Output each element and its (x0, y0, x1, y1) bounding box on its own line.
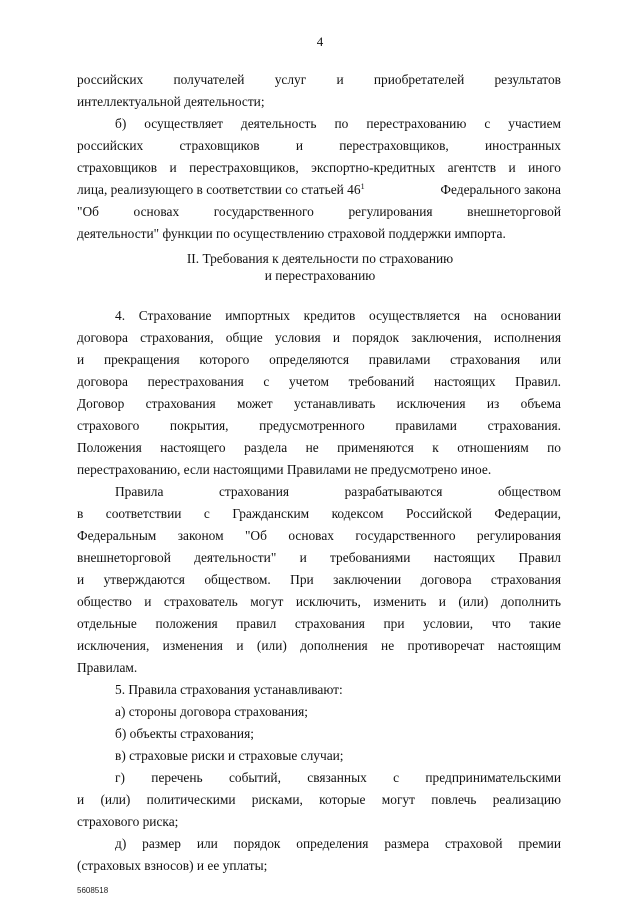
footnote-mark: 1 (360, 182, 365, 191)
text-line: общество и страхователь могут исключить, изменить и (или) дополнить (77, 594, 561, 609)
text-line: интеллектуальной деятельности; (77, 94, 265, 109)
text-line: исключения, изменения и (или) дополнения не противоречат настоящим (77, 638, 561, 653)
text-line: Положения настоящего раздела не применяются к отношениям по (77, 440, 561, 455)
text-fragment: Федерального закона (440, 182, 561, 197)
text-line: 4. Страхование импортных кредитов осуществляется на основании (115, 308, 561, 323)
text-line: деятельности" функции по осуществлению страховой поддержки импорта. (77, 226, 506, 241)
text-line: Договор страхования может устанавливать исключения из объема (77, 396, 561, 411)
text-fragment: лица, реализующего в соответствии со статьей 46 (77, 182, 361, 197)
text-line: договора страхования, общие условия и порядок заключения, исполнения (77, 330, 561, 345)
text-line: и прекращения которого определяются правилами страхования или (77, 352, 561, 367)
text-line: Правилам. (77, 660, 138, 675)
text-line: российских страховщиков и перестраховщиков, иностранных (77, 138, 561, 153)
text-line: Федеральным законом "Об основах государственного регулирования (77, 528, 561, 543)
text-line-with-footnote (77, 181, 561, 198)
page-number: 4 (316, 34, 324, 49)
text-line: и (или) политическими рисками, которые могут повлечь реализацию (77, 792, 561, 807)
list-item: г) перечень событий, связанных с предпринимательскими (115, 770, 561, 785)
text-line: б) осуществляет деятельность по перестрахованию с участием (115, 116, 561, 131)
text-line: отдельные положения правил страхования при условии, что такие (77, 616, 561, 631)
section-heading: и перестрахованию (264, 268, 376, 283)
list-item: б) объекты страхования; (115, 726, 254, 741)
text-line: страхового покрытия, предусмотренного правилами страхования. (77, 418, 561, 433)
text-line: страховщиков и перестраховщиков, экспортно-кредитных агентств и иного (77, 160, 561, 175)
list-item: а) стороны договора страхования; (115, 704, 309, 719)
text-line: и утверждаются обществом. При заключении договора страхования (77, 572, 561, 587)
text-line: перестрахованию, если настоящими Правилами не предусмотрено иное. (77, 462, 492, 477)
text-line: 5. Правила страхования устанавливают: (115, 682, 343, 697)
text-line: внешнеторговой деятельности" и требованиями настоящих Правил (77, 550, 561, 565)
text-line: страхового риска; (77, 814, 179, 829)
text-line: "Об основах государственного регулирования внешнеторговой (77, 204, 561, 219)
text-line: в соответствии с Гражданским кодексом Российской Федерации, (77, 506, 561, 521)
list-item: д) размер или порядок определения размера страховой премии (115, 836, 561, 851)
document-code: 5608518 (77, 886, 109, 895)
list-item: в) страховые риски и страховые случаи; (115, 748, 344, 763)
section-heading: II. Требования к деятельности по страхованию (186, 251, 454, 266)
text-line: (страховых взносов) и ее уплаты; (77, 858, 268, 873)
text-line: Правила страхования разрабатываются обществом (115, 484, 561, 499)
text-line: договора перестрахования с учетом требований настоящих Правил. (77, 374, 561, 389)
text-line: российских получателей услуг и приобретателей результатов (77, 72, 561, 87)
